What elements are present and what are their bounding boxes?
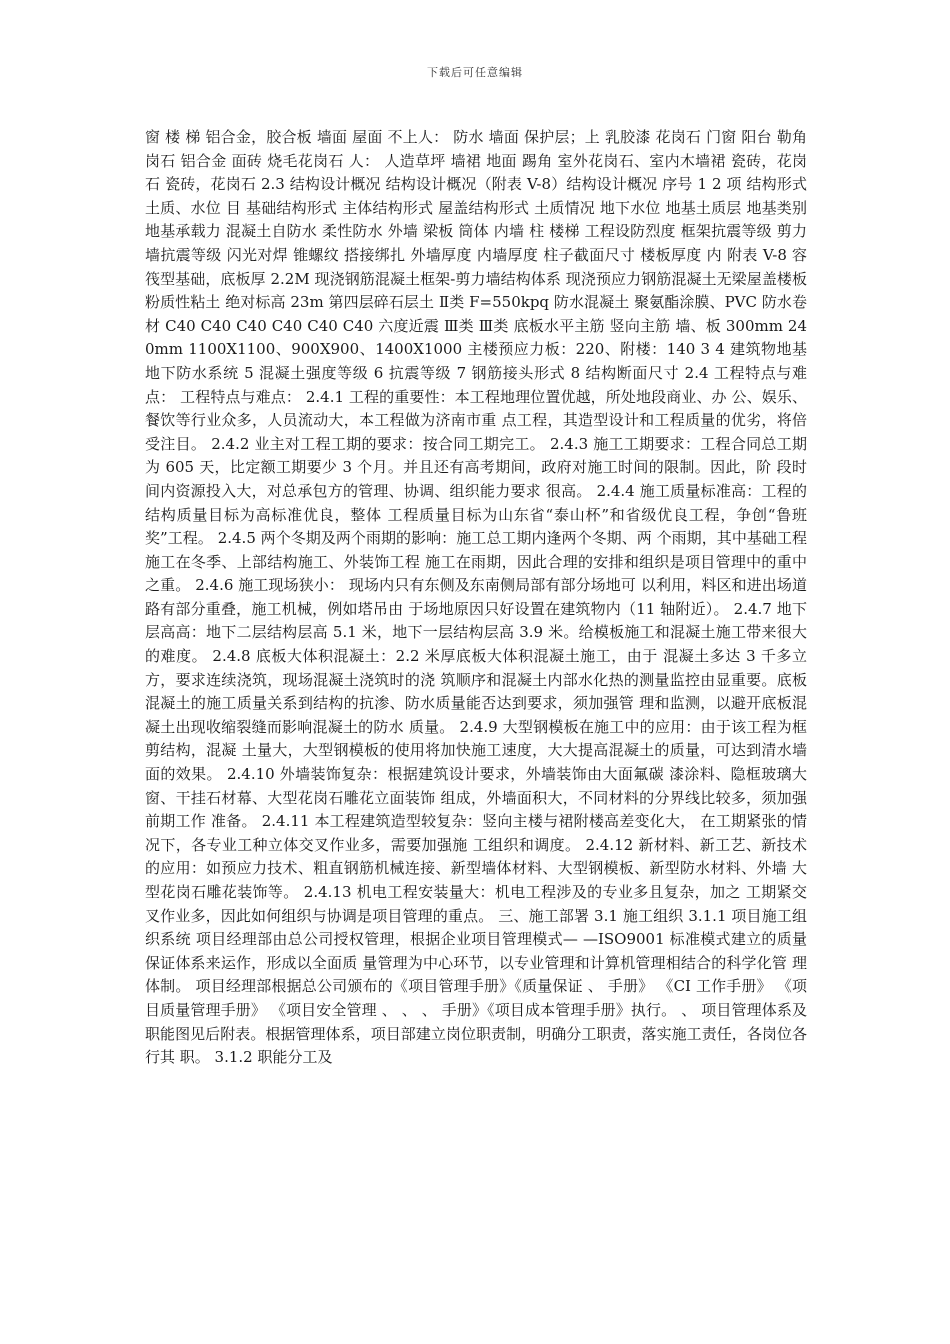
document-body-text: 窗 楼 梯 铝合金，胶合板 墙面 屋面 不上人： 防水 墙面 保护层；上 乳胶漆 花岗石 门窗 阳台 勒角 岗石 铝合金 面砖 烧毛花岗石 人： 人造草坪 墙裙 地面 踢角 室外花岗石、室内木墙裙 瓷砖，花岗石 瓷砖，花岗石 2.3 结构设计概况 结构设计概况（附表 V-8）结构设计概况 序号 1 2 项 结构形式 土质、水位 目 基础结构形式 主体结构形式 屋盖结构形式 土质情况 地下水位 地基土质层 地基类别 地基承载力 混凝土自防水 柔性防水 外墙 梁板 筒体 内墙 柱 楼梯 工程设防烈度 框架抗震等级 剪力墙抗震等级 闪光对焊 锥螺纹 搭接绑扎 外墙厚度 内墙厚度 柱子截面尺寸 楼板厚度 内 附表 V-8 容 筏型基础，底板厚 2.2M 现浇钢筋混凝土框架-剪力墙结构体系 现浇预应力钢筋混凝土无梁屋盖楼板 粉质性粘土 绝对标高 23m 第四层碎石层土 Ⅱ类 F=550kpq 防水混凝土 聚氨酯涂膜、PVC 防水卷材 C40 C40 C40 C40 C40 C40 六度近震 Ⅲ类 Ⅲ类 底板水平主筋 竖向主筋 墙、板 300mm 240mm 1100X1100、900X900、1400X1000 主楼预应力板：220、附楼：140 3 4 建筑物地基 地下防水系统 5 混凝土强度等级 6 抗震等级 7 钢筋接头形式 8 结构断面尺寸 2.4 工程特点与难点： 工程特点与难点： 2.4.1 工程的重要性：本工程地理位置优越，所处地段商业、办 公、娱乐、餐饮等行业众多，人员流动大，本工程做为济南市重 点工程，其造型设计和工程质量的优劣，将倍受注目。 2.4.2 业主对工程工期的要求：按合同工期完工。 2.4.3 施工工期要求：工程合同总工期为 605 天，比定额工期要少 3 个月。并且还有高考期间，政府对施工时间的限制。因此，阶 段时间内资源投入大，对总承包方的管理、协调、组织能力要求 很高。 2.4.4 施工质量标准高：工程的结构质量目标为高标准优良，整体 工程质量目标为山东省“泰山杯”和省级优良工程，争创“鲁班 奖”工程。 2.4.5 两个冬期及两个雨期的影响：施工总工期内逢两个冬期、两 个雨期，其中基础工程施工在冬季、上部结构施工、外装饰工程 施工在雨期，因此合理的安排和组织是项目管理中的重中之重。 2.4.6 施工现场狭小： 现场内只有东侧及东南侧局部有部分场地可 以利用，料区和进出场道路有部分重叠，施工机械，例如塔吊由 于场地原因只好设置在建筑物内（11 轴附近）。 2.4.7 地下层高高：地下二层结构层高 5.1 米，地下一层结构层高 3.9 米。给模板施工和混凝土施工带来很大的难度。 2.4.8 底板大体积混凝土：2.2 米厚底板大体积混凝土施工，由于 混凝土多达 3 千多立方，要求连续浇筑，现场混凝土浇筑时的浇 筑顺序和混凝土内部水化热的测量监控由显重要。底板混凝土的施工质量关系到结构的抗渗、防水质量能否达到要求，须加强管 理和监测，以避开底板混凝土出现收缩裂缝而影响混凝土的防水 质量。 2.4.9 大型钢模板在施工中的应用：由于该工程为框剪结构，混凝 土量大，大型钢模板的使用将加快施工速度，大大提高混凝土的质量，可达到清水墙面的效果。 2.4.10 外墙装饰复杂：根据建筑设计要求，外墙装饰由大面氟碳 漆涂料、隐框玻璃大窗、干挂石材幕、大型花岗石雕花立面装饰 组成，外墙面积大，不同材料的分界线比较多，须加强前期工作 准备。 2.4.11 本工程建筑造型较复杂：竖向主楼与裙附楼高差变化大， 在工期紧张的情况下，各专业工种立体交叉作业多，需要加强施 工组织和调度。 2.4.12 新材料、新工艺、新技术的应用：如预应力技术、粗直钢筋机械连接、新型墙体材料、大型钢模板、新型防水材料、外墙 大型花岗石雕花装饰等。 2.4.13 机电工程安装量大：机电工程涉及的专业多且复杂，加之 工期紧交叉作业多，因此如何组织与协调是项目管理的重点。 三、施工部署 3.1 施工组织 3.1.1 项目施工组织系统 项目经理部由总公司授权管理，根据企业项目管理模式— —ISO9001 标准模式建立的质量保证体系来运作，形成以全面质 量管理为中心环节，以专业管理和计算机管理相结合的科学化管 理体制。 项目经理部根据总公司颁布的《项目管理手册》《质量保证 、 手册》 《CI 工作手册》 《项目质量管理手册》 《项目安全管理 、 、 、 手册》《项目成本管理手册》执行。 、 项目管理体系及职能图见后附表。根据管理体系，项目部建立岗位职责制，明确分工职责，落实施工责任，各岗位各行其 职。 3.1.2 职能分工及: [145, 128, 807, 1067]
page-header: 下载后可任意编辑: [427, 66, 523, 79]
